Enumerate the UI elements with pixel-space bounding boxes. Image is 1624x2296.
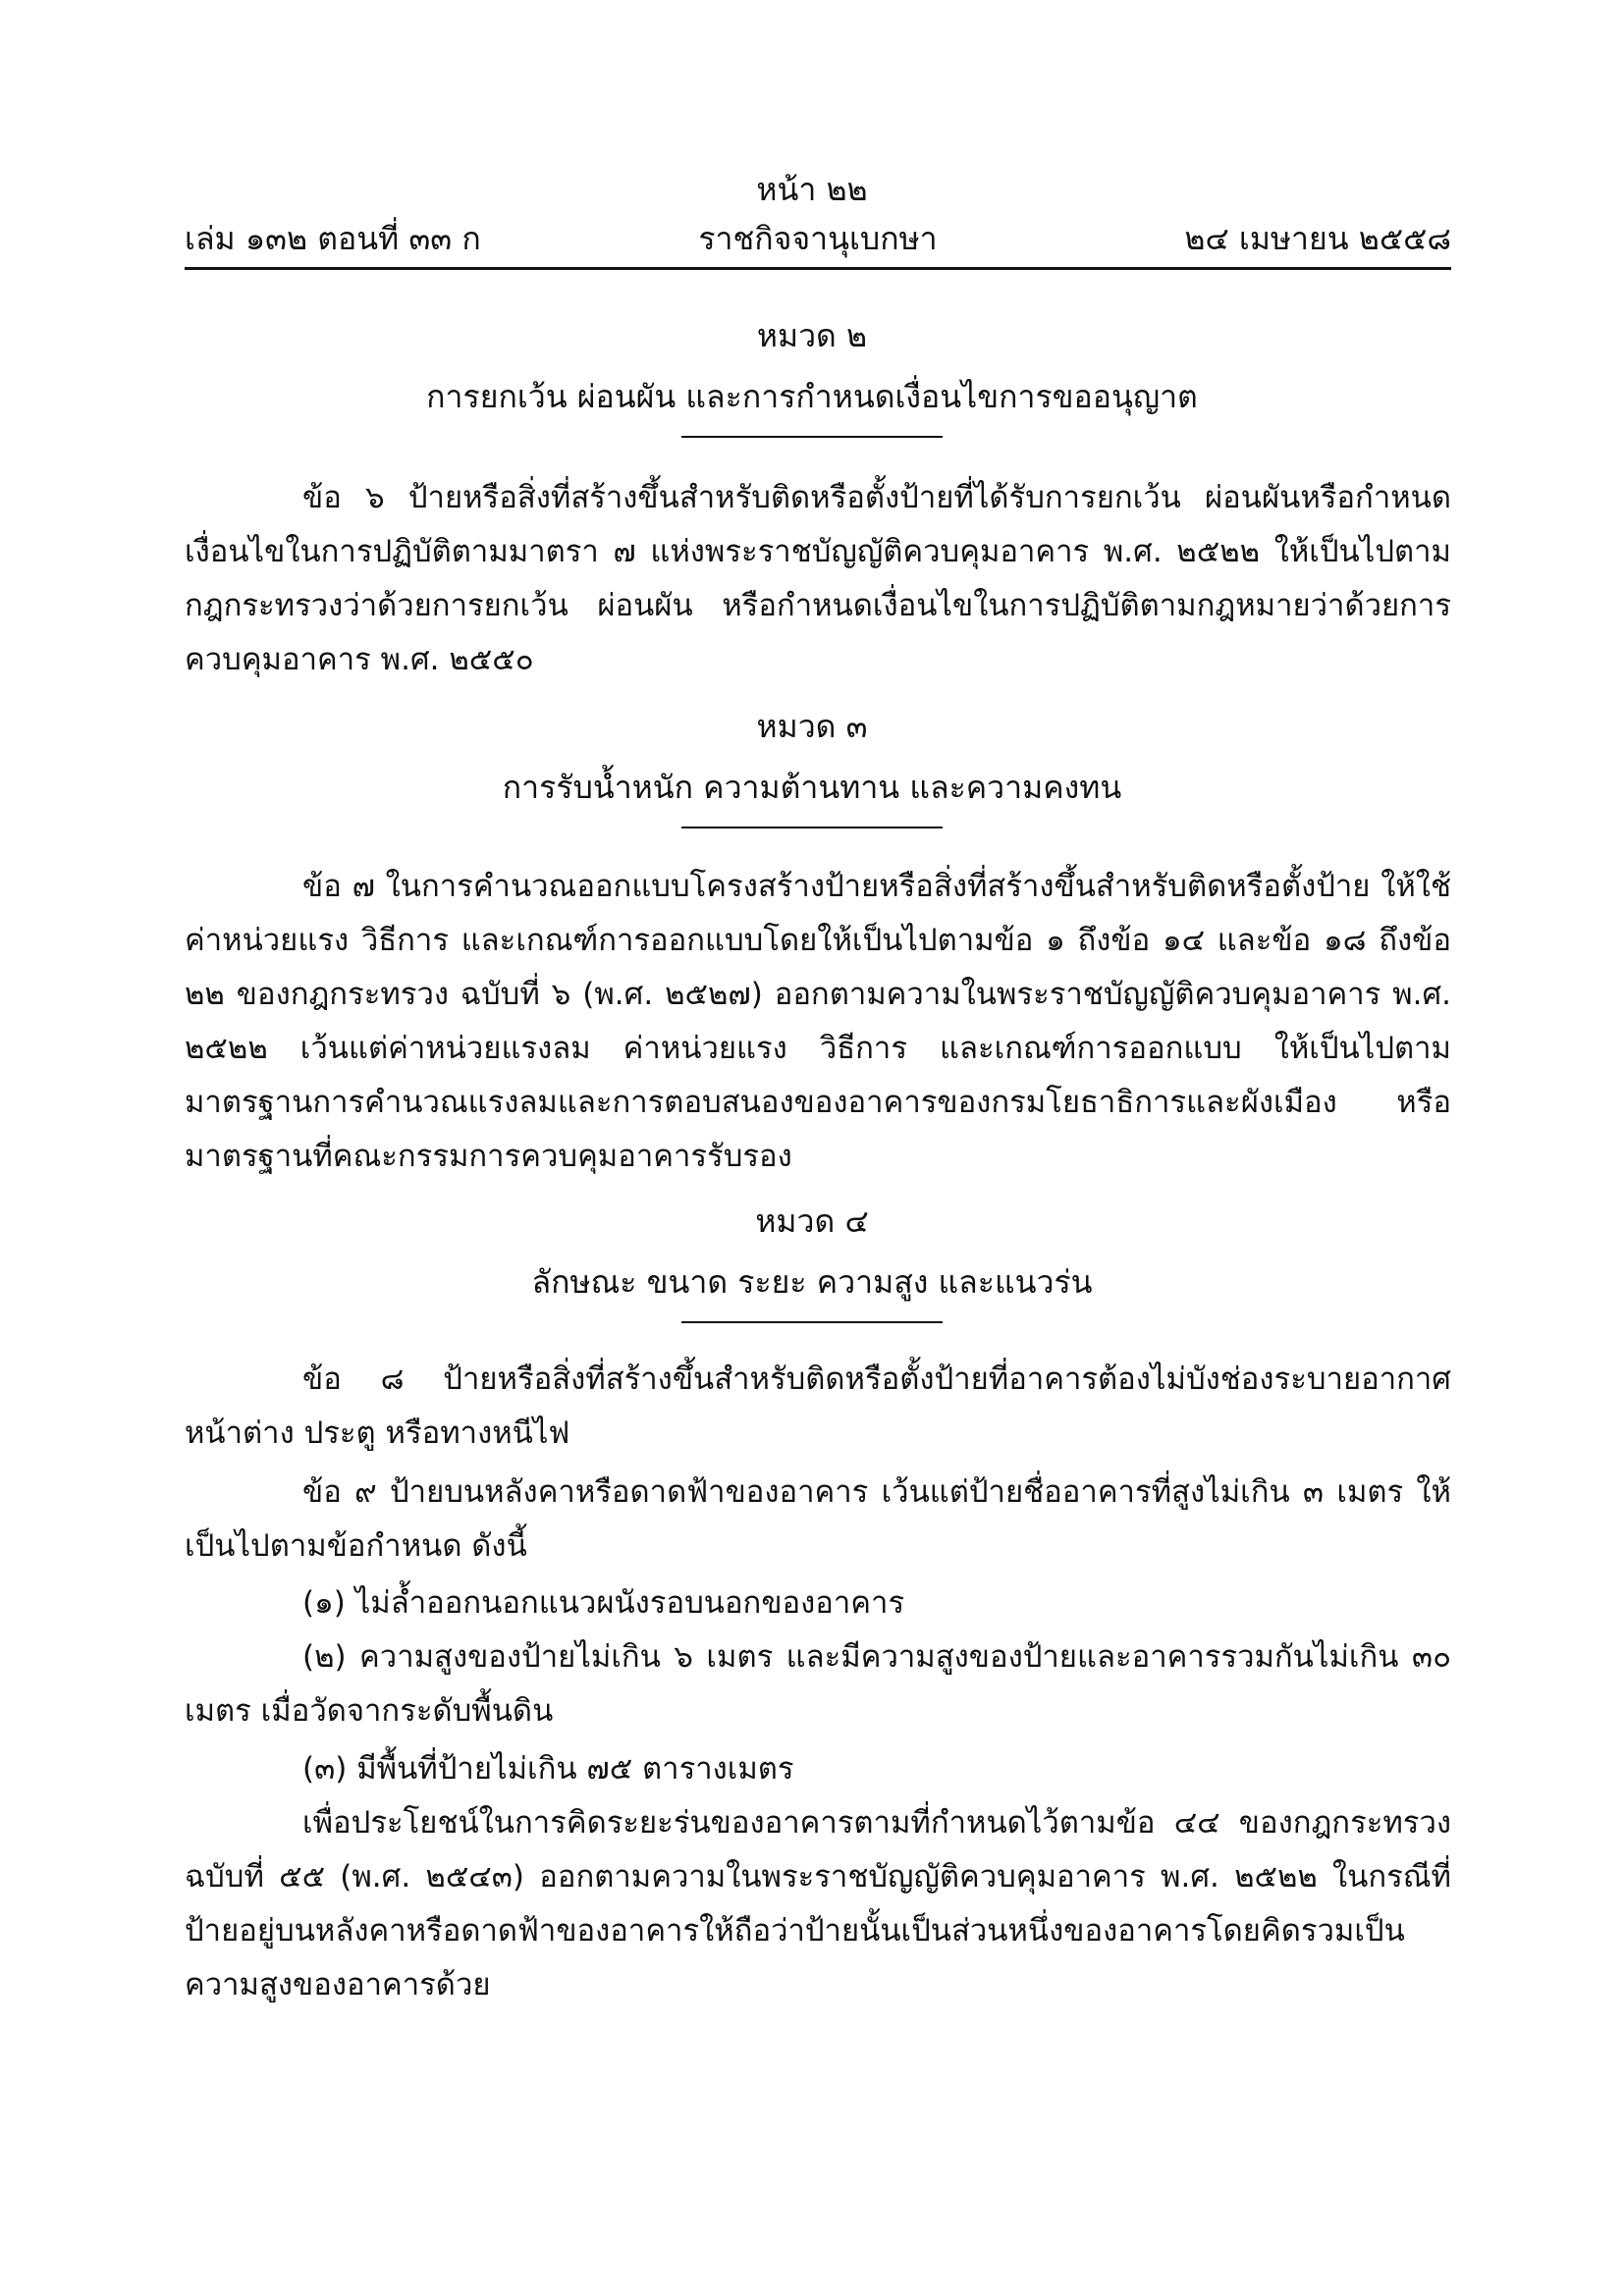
header-divider <box>185 267 1451 270</box>
clause-9-note: เพื่อประโยชน์ในการคิดระยะร่นของอาคารตามที่กำหนดไว้ตามข้อ ๔๔ ของกฎกระทรวง ฉบับที่ ๕๕ (พ.ศ. ๒๕๔๓) ออกตามความในพระราชบัญญัติควบคุมอาคาร พ.ศ. ๒๕๒๒ ในกรณีที่ป้ายอยู่บนหลังคาหรือดาดฟ้าของอาคารให้ถือว่าป้ายนั้นเป็นส่วนหนึ่งของอาคารโดยคิดรวมเป็นความสูงของอาคารด้วย <box>185 1805 1451 2002</box>
chapter-label: หมวด ๒ <box>756 317 868 354</box>
clause-9-item-3: (๓) มีพื้นที่ป้ายไม่เกิน ๗๕ ตารางเมตร <box>302 1751 794 1787</box>
publication-date: ๒๔ เมษายน ๒๕๕๘ <box>1184 220 1451 257</box>
clause-9-item-1: (๑) ไม่ล้ำออกนอกแนวผนังรอบนอกของอาคาร <box>302 1585 905 1621</box>
chapter-label: หมวด ๓ <box>756 708 868 745</box>
chapter-3-heading <box>0 703 1624 828</box>
chapter-divider <box>681 1321 943 1323</box>
chapter-divider <box>681 827 943 828</box>
chapter-title: การยกเว้น ผ่อนผัน และการกำหนดเงื่อนไขการขออนุญาต <box>426 378 1198 415</box>
clause-7: ข้อ ๗ ในการคำนวณออกแบบโครงสร้างป้ายหรือสิ่งที่สร้างขึ้นสำหรับติดหรือตั้งป้าย ให้ใช้ค่าหน่วยแรง วิธีการ และเกณฑ์การออกแบบโดยให้เป็นไปตามข้อ ๑ ถึงข้อ ๑๔ และข้อ ๑๘ ถึงข้อ ๒๒ ของกฎกระทรวง ฉบับที่ ๖ (พ.ศ. ๒๕๒๗) ออกตามความในพระราชบัญญัติควบคุมอาคาร พ.ศ. ๒๕๒๒ เว้นแต่ค่าหน่วยแรงลม ค่าหน่วยแรง วิธีการ และเกณฑ์การออกแบบ ให้เป็นไปตามมาตรฐานการคำนวณแรงลมและการตอบสนองของอาคารของกรมโยธาธิการและผังเมือง หรือมาตรฐานที่คณะกรรมการควบคุมอาคารรับรอง <box>185 869 1451 1174</box>
chapter-title: ลักษณะ ขนาด ระยะ ความสูง และแนวร่น <box>531 1263 1093 1301</box>
chapter-divider <box>681 436 943 438</box>
page-number: หน้า ๒๒ <box>756 171 868 208</box>
chapter-label: หมวด ๔ <box>755 1202 869 1240</box>
chapter-4-heading <box>0 1198 1624 1323</box>
clause-8: ข้อ ๘ ป้ายหรือสิ่งที่สร้างขึ้นสำหรับติดหรือตั้งป้ายที่อาคารต้องไม่บังช่องระบายอากาศ หน้าต่าง ประตู หรือทางหนีไฟ <box>185 1362 1451 1451</box>
clause-9-item-2: (๒) ความสูงของป้ายไม่เกิน ๖ เมตร และมีความสูงของป้ายและอาคารรวมกันไม่เกิน ๓๐ เมตร เมื่อวัดจากระดับพื้นดิน <box>185 1639 1451 1729</box>
chapter-title: การรับน้ำหนัก ความต้านทาน และความคงทน <box>502 769 1122 806</box>
volume-issue: เล่ม ๑๓๒ ตอนที่ ๓๓ ก <box>185 220 481 257</box>
gazette-name: ราชกิจจานุเบกษา <box>698 220 938 257</box>
chapter-2-heading <box>0 312 1624 438</box>
clause-6: ข้อ ๖ ป้ายหรือสิ่งที่สร้างขึ้นสำหรับติดหรือตั้งป้ายที่ได้รับการยกเว้น ผ่อนผันหรือกำหนดเงื่อนไขในการปฏิบัติตามมาตรา ๗ แห่งพระราชบัญญัติควบคุมอาคาร พ.ศ. ๒๕๒๒ ให้เป็นไปตามกฎกระทรวงว่าด้วยการยกเว้น ผ่อนผัน หรือกำหนดเงื่อนไขในการปฏิบัติตามกฎหมายว่าด้วยการควบคุมอาคาร พ.ศ. ๒๕๕๐ <box>185 480 1451 677</box>
page-header <box>185 214 1451 261</box>
clause-9: ข้อ ๙ ป้ายบนหลังคาหรือดาดฟ้าของอาคาร เว้นแต่ป้ายชื่ออาคารที่สูงไม่เกิน ๓ เมตร ให้เป็นไปตามข้อกำหนด ดังนี้ <box>185 1474 1451 1564</box>
